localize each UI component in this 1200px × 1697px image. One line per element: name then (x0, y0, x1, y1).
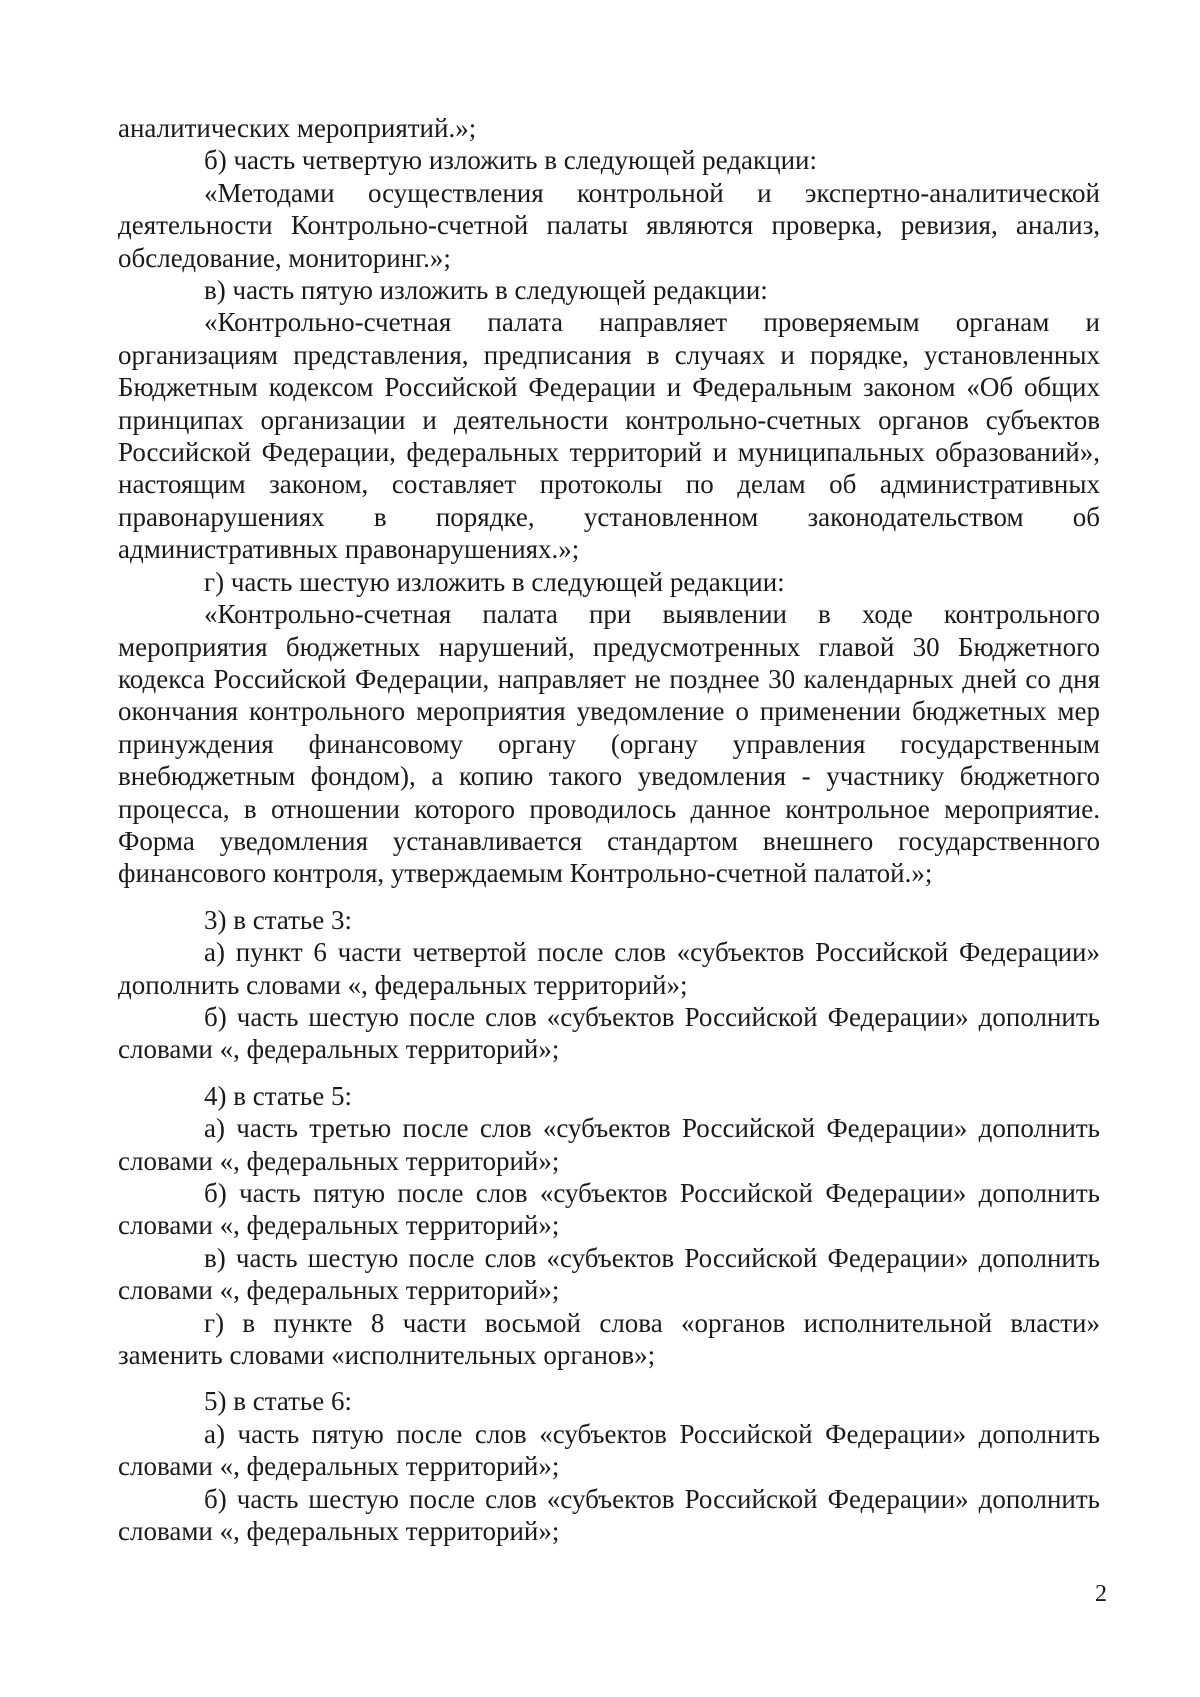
paragraph: б) часть шестую после слов «субъектов Российской Федерации» дополнить словами «, федеральных территорий»; (118, 1001, 1100, 1065)
paragraph: а) пункт 6 части четвертой после слов «субъектов Российской Федерации» дополнить словами «, федеральных территорий»; (118, 937, 1100, 1000)
paragraph: «Контрольно-счетная палата направляет проверяемым органам и организациям представления, предписания в случаях и порядке, установленных Бюджетным кодексом Российской Федерации и Федеральным законом «Об общих принципах организации и деятельности контрольно-счетных органов субъектов Российской Федерации, федеральных территорий и муниципальных образований», настоящим законом, составляет протоколы по делам об административных правонарушениях в порядке, установленном законодательством об административных правонарушениях.»; (118, 307, 1100, 565)
section-heading: 4) в статье 5: (204, 1080, 352, 1111)
paragraph: «Методами осуществления контрольной и экспертно-аналитической деятельности Контрольно-счетной палаты являются проверка, ревизия, анализ, обследование, мониторинг.»; (118, 177, 1100, 273)
paragraph: б) часть шестую после слов «субъектов Российской Федерации» дополнить словами «, федеральных территорий»; (118, 1483, 1100, 1547)
paragraph: а) часть третью после слов «субъектов Российской Федерации» дополнить словами «, федеральных территорий»; (118, 1113, 1100, 1176)
section-heading: 5) в статье 6: (204, 1386, 352, 1417)
document-body (118, 112, 1100, 1547)
paragraph: в) часть пятую изложить в следующей редакции: (204, 275, 768, 306)
paragraph: в) часть шестую после слов «субъектов Российской Федерации» дополнить словами «, федеральных территорий»; (118, 1242, 1100, 1306)
paragraph: г) часть шестую изложить в следующей редакции: (204, 566, 785, 597)
paragraph: аналитических мероприятий.»; (118, 113, 477, 143)
paragraph: б) часть четвертую изложить в следующей редакции: (204, 145, 817, 176)
section-heading: 3) в статье 3: (204, 904, 352, 935)
paragraph: а) часть пятую после слов «субъектов Российской Федерации» дополнить словами «, федеральных территорий»; (118, 1418, 1100, 1482)
paragraph: г) в пункте 8 части восьмой слова «органов исполнительной власти» заменить словами «исполнительных органов»; (118, 1307, 1100, 1371)
paragraph: «Контрольно-счетная палата при выявлении в ходе контрольного мероприятия бюджетных нарушений, предусмотренных главой 30 Бюджетного кодекса Российской Федерации, направляет не позднее 30 календарных дней со дня окончания контрольного мероприятия уведомление о применении бюджетных мер принуждения финансовому органу (органу управления государственным внебюджетным фондом), а копию такого уведомления - участнику бюджетного процесса, в отношении которого проводилось данное контрольное мероприятие. Форма уведомления устанавливается стандартом внешнего государственного финансового контроля, утверждаемым Контрольно-счетной палатой.»; (118, 599, 1100, 889)
paragraph: б) часть пятую после слов «субъектов Российской Федерации» дополнить словами «, федеральных территорий»; (118, 1178, 1100, 1241)
page-number: 2 (1095, 1581, 1107, 1607)
